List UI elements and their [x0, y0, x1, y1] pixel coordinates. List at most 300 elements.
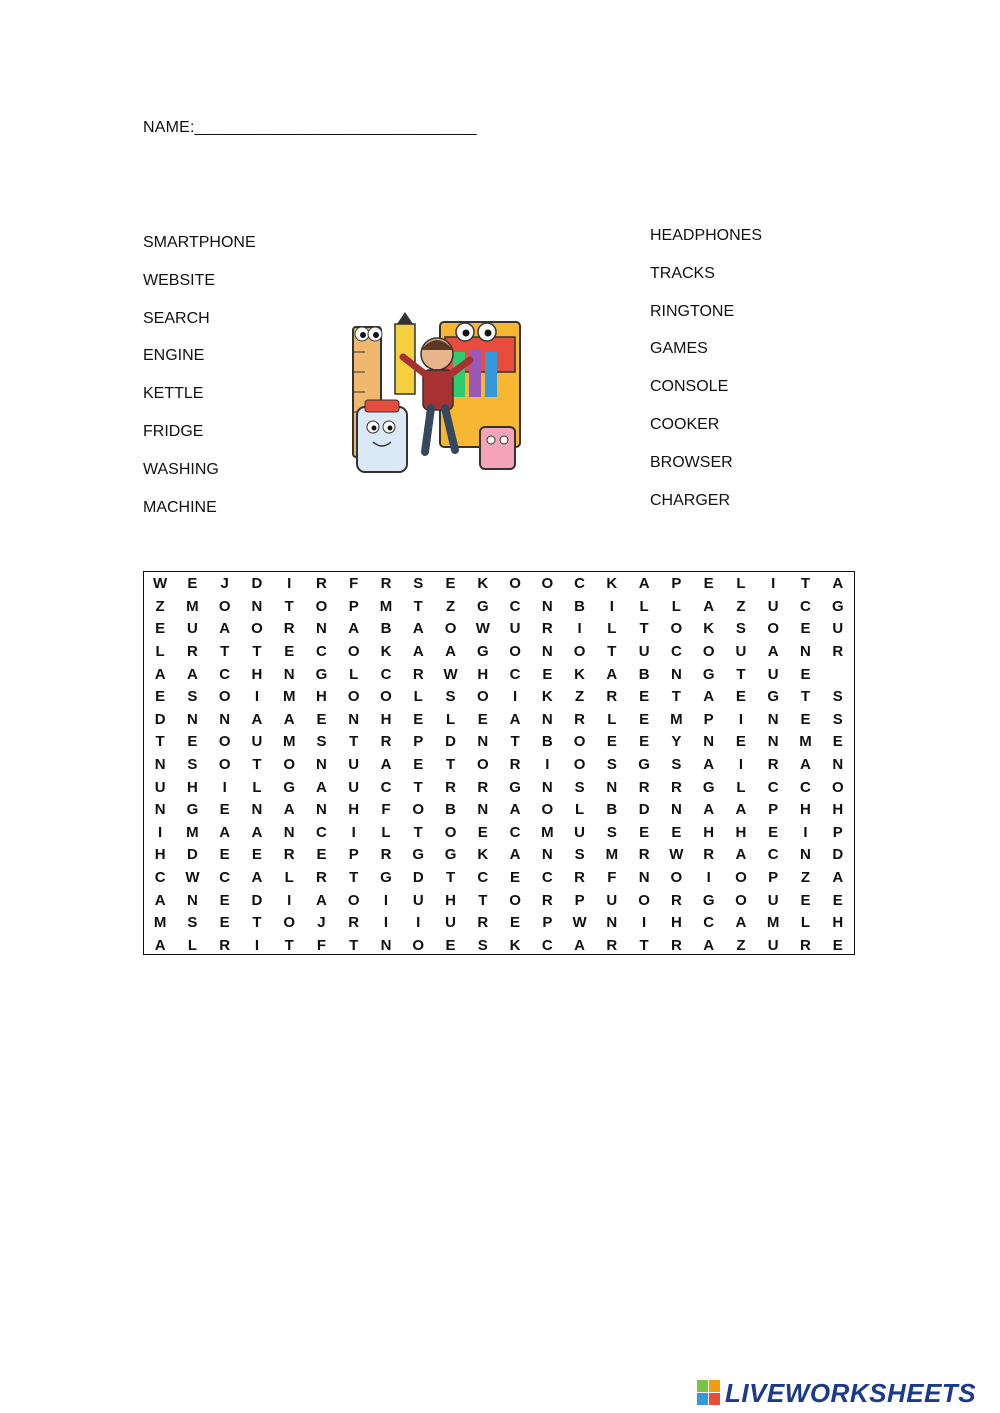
grid-letter[interactable]: T: [220, 643, 230, 661]
grid-letter[interactable]: O: [444, 620, 457, 638]
grid-letter[interactable]: R: [767, 756, 779, 774]
grid-letter[interactable]: N: [541, 778, 553, 796]
grid-letter[interactable]: O: [509, 891, 521, 909]
grid-letter[interactable]: O: [670, 869, 683, 887]
grid-letter[interactable]: A: [832, 575, 844, 593]
grid-letter[interactable]: H: [670, 914, 682, 932]
grid-letter[interactable]: U: [348, 778, 360, 796]
grid-letter[interactable]: A: [348, 620, 360, 638]
grid-letter[interactable]: O: [767, 620, 780, 638]
grid-letter[interactable]: Z: [736, 936, 746, 954]
grid-letter[interactable]: E: [155, 620, 166, 638]
grid-letter[interactable]: T: [445, 756, 456, 774]
grid-letter[interactable]: O: [444, 823, 457, 841]
grid-letter[interactable]: S: [832, 710, 843, 728]
grid-letter[interactable]: B: [606, 801, 618, 819]
grid-letter[interactable]: M: [186, 597, 199, 615]
grid-letter[interactable]: T: [607, 643, 617, 661]
grid-letter[interactable]: G: [767, 688, 780, 706]
grid-letter[interactable]: E: [800, 620, 811, 638]
grid-letter[interactable]: A: [509, 846, 521, 864]
grid-letter[interactable]: L: [381, 823, 391, 841]
grid-letter[interactable]: R: [832, 643, 844, 661]
grid-letter[interactable]: N: [316, 620, 327, 638]
grid-letter[interactable]: P: [413, 733, 424, 751]
grid-letter[interactable]: T: [445, 869, 456, 887]
grid-letter[interactable]: W: [669, 846, 684, 864]
grid-letter[interactable]: I: [254, 936, 260, 954]
grid-letter[interactable]: O: [283, 756, 296, 774]
grid-letter[interactable]: A: [767, 643, 779, 661]
grid-letter[interactable]: A: [186, 665, 198, 683]
grid-letter[interactable]: F: [381, 801, 391, 819]
grid-letter[interactable]: I: [545, 756, 550, 774]
grid-letter[interactable]: R: [380, 733, 392, 751]
grid-letter[interactable]: O: [541, 575, 554, 593]
grid-letter[interactable]: A: [380, 756, 392, 774]
grid-letter[interactable]: A: [154, 936, 166, 954]
name-blank[interactable]: _______________________________: [194, 119, 477, 136]
grid-letter[interactable]: N: [219, 710, 231, 728]
grid-letter[interactable]: N: [541, 597, 553, 615]
grid-letter[interactable]: B: [574, 597, 585, 615]
grid-letter[interactable]: E: [639, 733, 650, 751]
grid-letter[interactable]: R: [606, 688, 618, 706]
grid-letter[interactable]: O: [218, 688, 231, 706]
grid-letter[interactable]: I: [642, 914, 647, 932]
grid-letter[interactable]: A: [574, 936, 585, 954]
grid-letter[interactable]: J: [317, 914, 326, 932]
grid-letter[interactable]: I: [383, 914, 389, 932]
grid-letter[interactable]: O: [347, 643, 360, 661]
grid-letter[interactable]: U: [412, 891, 424, 909]
grid-letter[interactable]: H: [380, 710, 392, 728]
grid-letter[interactable]: T: [155, 733, 165, 751]
grid-letter[interactable]: G: [702, 665, 715, 683]
grid-letter[interactable]: G: [638, 756, 650, 774]
grid-letter[interactable]: M: [541, 823, 554, 841]
grid-letter[interactable]: P: [832, 823, 843, 841]
grid-letter[interactable]: B: [380, 620, 392, 638]
grid-letter[interactable]: I: [609, 597, 614, 615]
grid-letter[interactable]: P: [574, 891, 585, 909]
grid-letter[interactable]: D: [251, 575, 263, 593]
grid-letter[interactable]: N: [283, 823, 295, 841]
grid-letter[interactable]: C: [767, 778, 779, 796]
grid-letter[interactable]: U: [767, 891, 779, 909]
grid-letter[interactable]: G: [412, 846, 425, 864]
grid-letter[interactable]: A: [445, 643, 456, 661]
grid-letter[interactable]: N: [477, 733, 489, 751]
grid-letter[interactable]: S: [187, 688, 198, 706]
grid-letter[interactable]: O: [283, 914, 296, 932]
grid-letter[interactable]: G: [315, 665, 328, 683]
grid-letter[interactable]: K: [477, 575, 489, 593]
grid-letter[interactable]: O: [573, 733, 586, 751]
grid-letter[interactable]: K: [509, 936, 521, 954]
grid-letter[interactable]: T: [413, 778, 423, 796]
grid-letter[interactable]: E: [413, 710, 424, 728]
grid-letter[interactable]: E: [510, 914, 521, 932]
grid-letter[interactable]: S: [671, 756, 682, 774]
grid-letter[interactable]: W: [185, 869, 200, 887]
grid-letter[interactable]: I: [351, 823, 356, 841]
grid-letter[interactable]: E: [155, 688, 166, 706]
grid-letter[interactable]: H: [445, 891, 456, 909]
grid-letter[interactable]: A: [509, 801, 521, 819]
grid-letter[interactable]: C: [154, 869, 166, 887]
grid-letter[interactable]: E: [413, 756, 424, 774]
grid-letter[interactable]: R: [670, 778, 682, 796]
grid-letter[interactable]: S: [477, 936, 488, 954]
grid-letter[interactable]: G: [186, 801, 199, 819]
grid-letter[interactable]: N: [154, 756, 166, 774]
grid-letter[interactable]: N: [800, 643, 811, 661]
grid-letter[interactable]: L: [252, 778, 262, 796]
grid-letter[interactable]: N: [767, 733, 779, 751]
grid-letter[interactable]: O: [412, 936, 425, 954]
grid-letter[interactable]: T: [252, 914, 262, 932]
grid-letter[interactable]: G: [702, 891, 715, 909]
grid-letter[interactable]: R: [670, 936, 682, 954]
grid-letter[interactable]: E: [542, 665, 553, 683]
grid-letter[interactable]: G: [702, 778, 715, 796]
grid-letter[interactable]: Z: [155, 597, 165, 615]
grid-letter[interactable]: Z: [445, 597, 456, 615]
grid-letter[interactable]: R: [574, 710, 585, 728]
grid-letter[interactable]: R: [574, 869, 585, 887]
grid-letter[interactable]: I: [254, 688, 260, 706]
grid-letter[interactable]: B: [541, 733, 553, 751]
grid-letter[interactable]: A: [316, 891, 327, 909]
grid-letter[interactable]: I: [512, 688, 518, 706]
grid-letter[interactable]: B: [638, 665, 650, 683]
grid-letter[interactable]: E: [316, 846, 327, 864]
grid-letter[interactable]: P: [703, 710, 714, 728]
grid-letter[interactable]: E: [639, 688, 650, 706]
grid-letter[interactable]: H: [832, 801, 844, 819]
grid-letter[interactable]: C: [316, 643, 327, 661]
grid-letter[interactable]: C: [670, 643, 682, 661]
grid-letter[interactable]: K: [703, 620, 715, 638]
grid-letter[interactable]: R: [509, 756, 521, 774]
grid-letter[interactable]: M: [186, 823, 199, 841]
grid-letter[interactable]: Z: [800, 869, 811, 887]
grid-letter[interactable]: L: [155, 643, 165, 661]
grid-letter[interactable]: A: [703, 688, 715, 706]
grid-letter[interactable]: E: [445, 575, 456, 593]
name-field[interactable]: [143, 119, 477, 137]
grid-letter[interactable]: C: [509, 665, 521, 683]
grid-letter[interactable]: A: [283, 710, 295, 728]
grid-letter[interactable]: O: [573, 643, 586, 661]
grid-letter[interactable]: U: [509, 620, 521, 638]
grid-letter[interactable]: A: [154, 665, 166, 683]
grid-letter[interactable]: A: [735, 801, 747, 819]
grid-letter[interactable]: E: [510, 869, 521, 887]
grid-letter[interactable]: P: [542, 914, 553, 932]
grid-letter[interactable]: E: [800, 665, 811, 683]
grid-letter[interactable]: M: [282, 733, 296, 751]
grid-letter[interactable]: A: [154, 891, 166, 909]
grid-letter[interactable]: H: [186, 778, 198, 796]
grid-letter[interactable]: N: [380, 936, 392, 954]
grid-letter[interactable]: O: [380, 688, 392, 706]
grid-letter[interactable]: M: [670, 710, 683, 728]
grid-letter[interactable]: S: [445, 688, 456, 706]
grid-letter[interactable]: T: [736, 665, 746, 683]
grid-letter[interactable]: K: [380, 643, 392, 661]
grid-letter[interactable]: C: [219, 665, 231, 683]
grid-letter[interactable]: H: [735, 823, 747, 841]
grid-letter[interactable]: M: [379, 597, 393, 615]
grid-letter[interactable]: E: [445, 936, 456, 954]
grid-letter[interactable]: H: [703, 823, 715, 841]
grid-letter[interactable]: I: [738, 756, 743, 774]
grid-letter[interactable]: A: [509, 710, 521, 728]
grid-letter[interactable]: T: [349, 733, 359, 751]
grid-letter[interactable]: R: [541, 620, 553, 638]
grid-letter[interactable]: O: [670, 620, 683, 638]
grid-letter[interactable]: E: [251, 846, 262, 864]
grid-letter[interactable]: L: [639, 597, 649, 615]
grid-letter[interactable]: U: [767, 936, 779, 954]
grid-letter[interactable]: W: [153, 575, 168, 593]
grid-letter[interactable]: O: [831, 778, 844, 796]
grid-letter[interactable]: K: [477, 846, 489, 864]
grid-letter[interactable]: H: [251, 665, 263, 683]
grid-letter[interactable]: S: [735, 620, 746, 638]
grid-letter[interactable]: I: [706, 869, 711, 887]
grid-letter[interactable]: G: [444, 846, 457, 864]
grid-letter[interactable]: I: [771, 575, 776, 593]
grid-letter[interactable]: D: [832, 846, 844, 864]
grid-letter[interactable]: C: [800, 778, 811, 796]
grid-letter[interactable]: H: [316, 688, 327, 706]
grid-letter[interactable]: R: [477, 778, 489, 796]
grid-letter[interactable]: U: [348, 756, 360, 774]
grid-letter[interactable]: N: [767, 710, 779, 728]
grid-letter[interactable]: U: [832, 620, 844, 638]
grid-letter[interactable]: H: [832, 914, 844, 932]
grid-letter[interactable]: O: [573, 756, 586, 774]
grid-letter[interactable]: T: [510, 733, 520, 751]
grid-letter[interactable]: N: [186, 710, 198, 728]
grid-letter[interactable]: R: [638, 846, 650, 864]
grid-letter[interactable]: O: [251, 620, 263, 638]
grid-letter[interactable]: T: [284, 597, 294, 615]
grid-letter[interactable]: L: [736, 575, 746, 593]
grid-letter[interactable]: C: [219, 869, 231, 887]
grid-letter[interactable]: R: [606, 936, 618, 954]
grid-letter[interactable]: N: [251, 597, 263, 615]
grid-letter[interactable]: N: [283, 665, 295, 683]
grid-letter[interactable]: C: [767, 846, 779, 864]
grid-letter[interactable]: I: [222, 778, 227, 796]
grid-letter[interactable]: H: [154, 846, 166, 864]
grid-letter[interactable]: S: [606, 823, 617, 841]
grid-letter[interactable]: I: [383, 891, 389, 909]
grid-letter[interactable]: Y: [671, 733, 682, 751]
grid-letter[interactable]: O: [509, 643, 521, 661]
grid-letter[interactable]: N: [670, 665, 682, 683]
grid-letter[interactable]: G: [380, 869, 392, 887]
grid-letter[interactable]: U: [638, 643, 650, 661]
grid-letter[interactable]: E: [800, 710, 811, 728]
grid-letter[interactable]: N: [670, 801, 682, 819]
grid-letter[interactable]: K: [574, 665, 585, 683]
grid-letter[interactable]: N: [541, 710, 553, 728]
grid-letter[interactable]: H: [348, 801, 360, 819]
grid-letter[interactable]: N: [606, 778, 618, 796]
grid-letter[interactable]: C: [541, 936, 553, 954]
grid-letter[interactable]: Z: [575, 688, 585, 706]
grid-letter[interactable]: S: [316, 733, 327, 751]
grid-letter[interactable]: A: [219, 823, 231, 841]
grid-letter[interactable]: R: [477, 914, 489, 932]
grid-letter[interactable]: C: [574, 575, 585, 593]
grid-letter[interactable]: H: [800, 801, 811, 819]
grid-letter[interactable]: N: [316, 756, 327, 774]
grid-letter[interactable]: U: [735, 643, 747, 661]
grid-letter[interactable]: C: [703, 914, 715, 932]
grid-letter[interactable]: A: [606, 665, 618, 683]
grid-letter[interactable]: O: [218, 733, 231, 751]
grid-letter[interactable]: O: [218, 756, 231, 774]
grid-letter[interactable]: F: [349, 575, 359, 593]
grid-letter[interactable]: T: [800, 688, 811, 706]
grid-letter[interactable]: L: [607, 710, 617, 728]
grid-letter[interactable]: J: [220, 575, 229, 593]
grid-letter[interactable]: F: [607, 869, 617, 887]
grid-letter[interactable]: T: [800, 575, 811, 593]
grid-letter[interactable]: C: [316, 823, 327, 841]
grid-letter[interactable]: R: [283, 620, 295, 638]
grid-letter[interactable]: N: [606, 914, 618, 932]
grid-letter[interactable]: O: [347, 688, 360, 706]
grid-letter[interactable]: R: [412, 665, 424, 683]
grid-letter[interactable]: S: [832, 688, 843, 706]
grid-letter[interactable]: R: [348, 914, 360, 932]
grid-letter[interactable]: E: [477, 710, 488, 728]
grid-letter[interactable]: D: [445, 733, 456, 751]
grid-letter[interactable]: [822, 663, 854, 686]
grid-letter[interactable]: W: [443, 665, 458, 683]
grid-letter[interactable]: D: [412, 869, 424, 887]
grid-letter[interactable]: N: [348, 710, 360, 728]
grid-letter[interactable]: T: [349, 869, 359, 887]
grid-letter[interactable]: U: [445, 914, 456, 932]
grid-letter[interactable]: O: [735, 891, 747, 909]
grid-letter[interactable]: E: [219, 914, 230, 932]
grid-letter[interactable]: I: [416, 914, 421, 932]
grid-letter[interactable]: O: [476, 688, 489, 706]
grid-letter[interactable]: A: [735, 914, 747, 932]
grid-letter[interactable]: N: [703, 733, 715, 751]
grid-letter[interactable]: A: [219, 620, 231, 638]
grid-letter[interactable]: T: [671, 688, 681, 706]
grid-letter[interactable]: U: [767, 665, 779, 683]
grid-letter[interactable]: L: [800, 914, 811, 932]
grid-letter[interactable]: N: [251, 801, 263, 819]
grid-letter[interactable]: O: [347, 891, 360, 909]
grid-letter[interactable]: A: [251, 710, 263, 728]
grid-letter[interactable]: R: [703, 846, 715, 864]
grid-letter[interactable]: E: [671, 823, 682, 841]
grid-letter[interactable]: E: [187, 733, 198, 751]
grid-letter[interactable]: A: [703, 936, 715, 954]
grid-letter[interactable]: E: [219, 891, 230, 909]
grid-letter[interactable]: M: [799, 733, 812, 751]
grid-letter[interactable]: E: [832, 936, 843, 954]
grid-letter[interactable]: D: [154, 710, 166, 728]
grid-letter[interactable]: C: [509, 597, 521, 615]
grid-letter[interactable]: I: [738, 710, 743, 728]
grid-letter[interactable]: E: [703, 575, 714, 593]
grid-letter[interactable]: P: [768, 801, 779, 819]
grid-letter[interactable]: I: [287, 575, 292, 593]
grid-letter[interactable]: U: [574, 823, 585, 841]
grid-letter[interactable]: A: [316, 778, 327, 796]
grid-letter[interactable]: O: [315, 597, 328, 615]
grid-letter[interactable]: K: [541, 688, 553, 706]
grid-letter[interactable]: S: [574, 846, 585, 864]
grid-letter[interactable]: R: [541, 891, 553, 909]
grid-letter[interactable]: O: [412, 801, 425, 819]
grid-letter[interactable]: P: [348, 846, 359, 864]
grid-letter[interactable]: U: [606, 891, 618, 909]
grid-letter[interactable]: T: [639, 620, 649, 638]
grid-letter[interactable]: W: [572, 914, 587, 932]
grid-letter[interactable]: B: [445, 801, 456, 819]
grid-letter[interactable]: G: [476, 597, 489, 615]
grid-letter[interactable]: C: [541, 869, 553, 887]
grid-letter[interactable]: T: [478, 891, 488, 909]
grid-letter[interactable]: G: [476, 643, 489, 661]
grid-letter[interactable]: E: [187, 575, 198, 593]
grid-letter[interactable]: O: [218, 597, 231, 615]
grid-letter[interactable]: I: [158, 823, 163, 841]
grid-letter[interactable]: R: [445, 778, 456, 796]
grid-letter[interactable]: U: [251, 733, 263, 751]
grid-letter[interactable]: D: [638, 801, 650, 819]
grid-letter[interactable]: E: [219, 801, 230, 819]
grid-letter[interactable]: L: [445, 710, 456, 728]
grid-letter[interactable]: I: [287, 891, 292, 909]
grid-letter[interactable]: N: [154, 801, 166, 819]
grid-letter[interactable]: H: [477, 665, 489, 683]
grid-letter[interactable]: T: [639, 936, 649, 954]
grid-letter[interactable]: A: [735, 846, 747, 864]
grid-letter[interactable]: U: [767, 597, 779, 615]
grid-letter[interactable]: R: [800, 936, 811, 954]
grid-letter[interactable]: N: [477, 801, 489, 819]
grid-letter[interactable]: E: [735, 688, 746, 706]
grid-letter[interactable]: E: [735, 733, 746, 751]
grid-letter[interactable]: P: [348, 597, 359, 615]
grid-letter[interactable]: P: [768, 869, 779, 887]
grid-letter[interactable]: E: [219, 846, 230, 864]
grid-letter[interactable]: E: [639, 823, 650, 841]
grid-letter[interactable]: N: [186, 891, 198, 909]
grid-letter[interactable]: F: [316, 936, 327, 954]
grid-letter[interactable]: O: [509, 575, 521, 593]
grid-letter[interactable]: W: [475, 620, 490, 638]
grid-letter[interactable]: S: [413, 575, 424, 593]
grid-letter[interactable]: E: [800, 891, 811, 909]
grid-letter[interactable]: S: [574, 778, 585, 796]
grid-letter[interactable]: T: [284, 936, 294, 954]
